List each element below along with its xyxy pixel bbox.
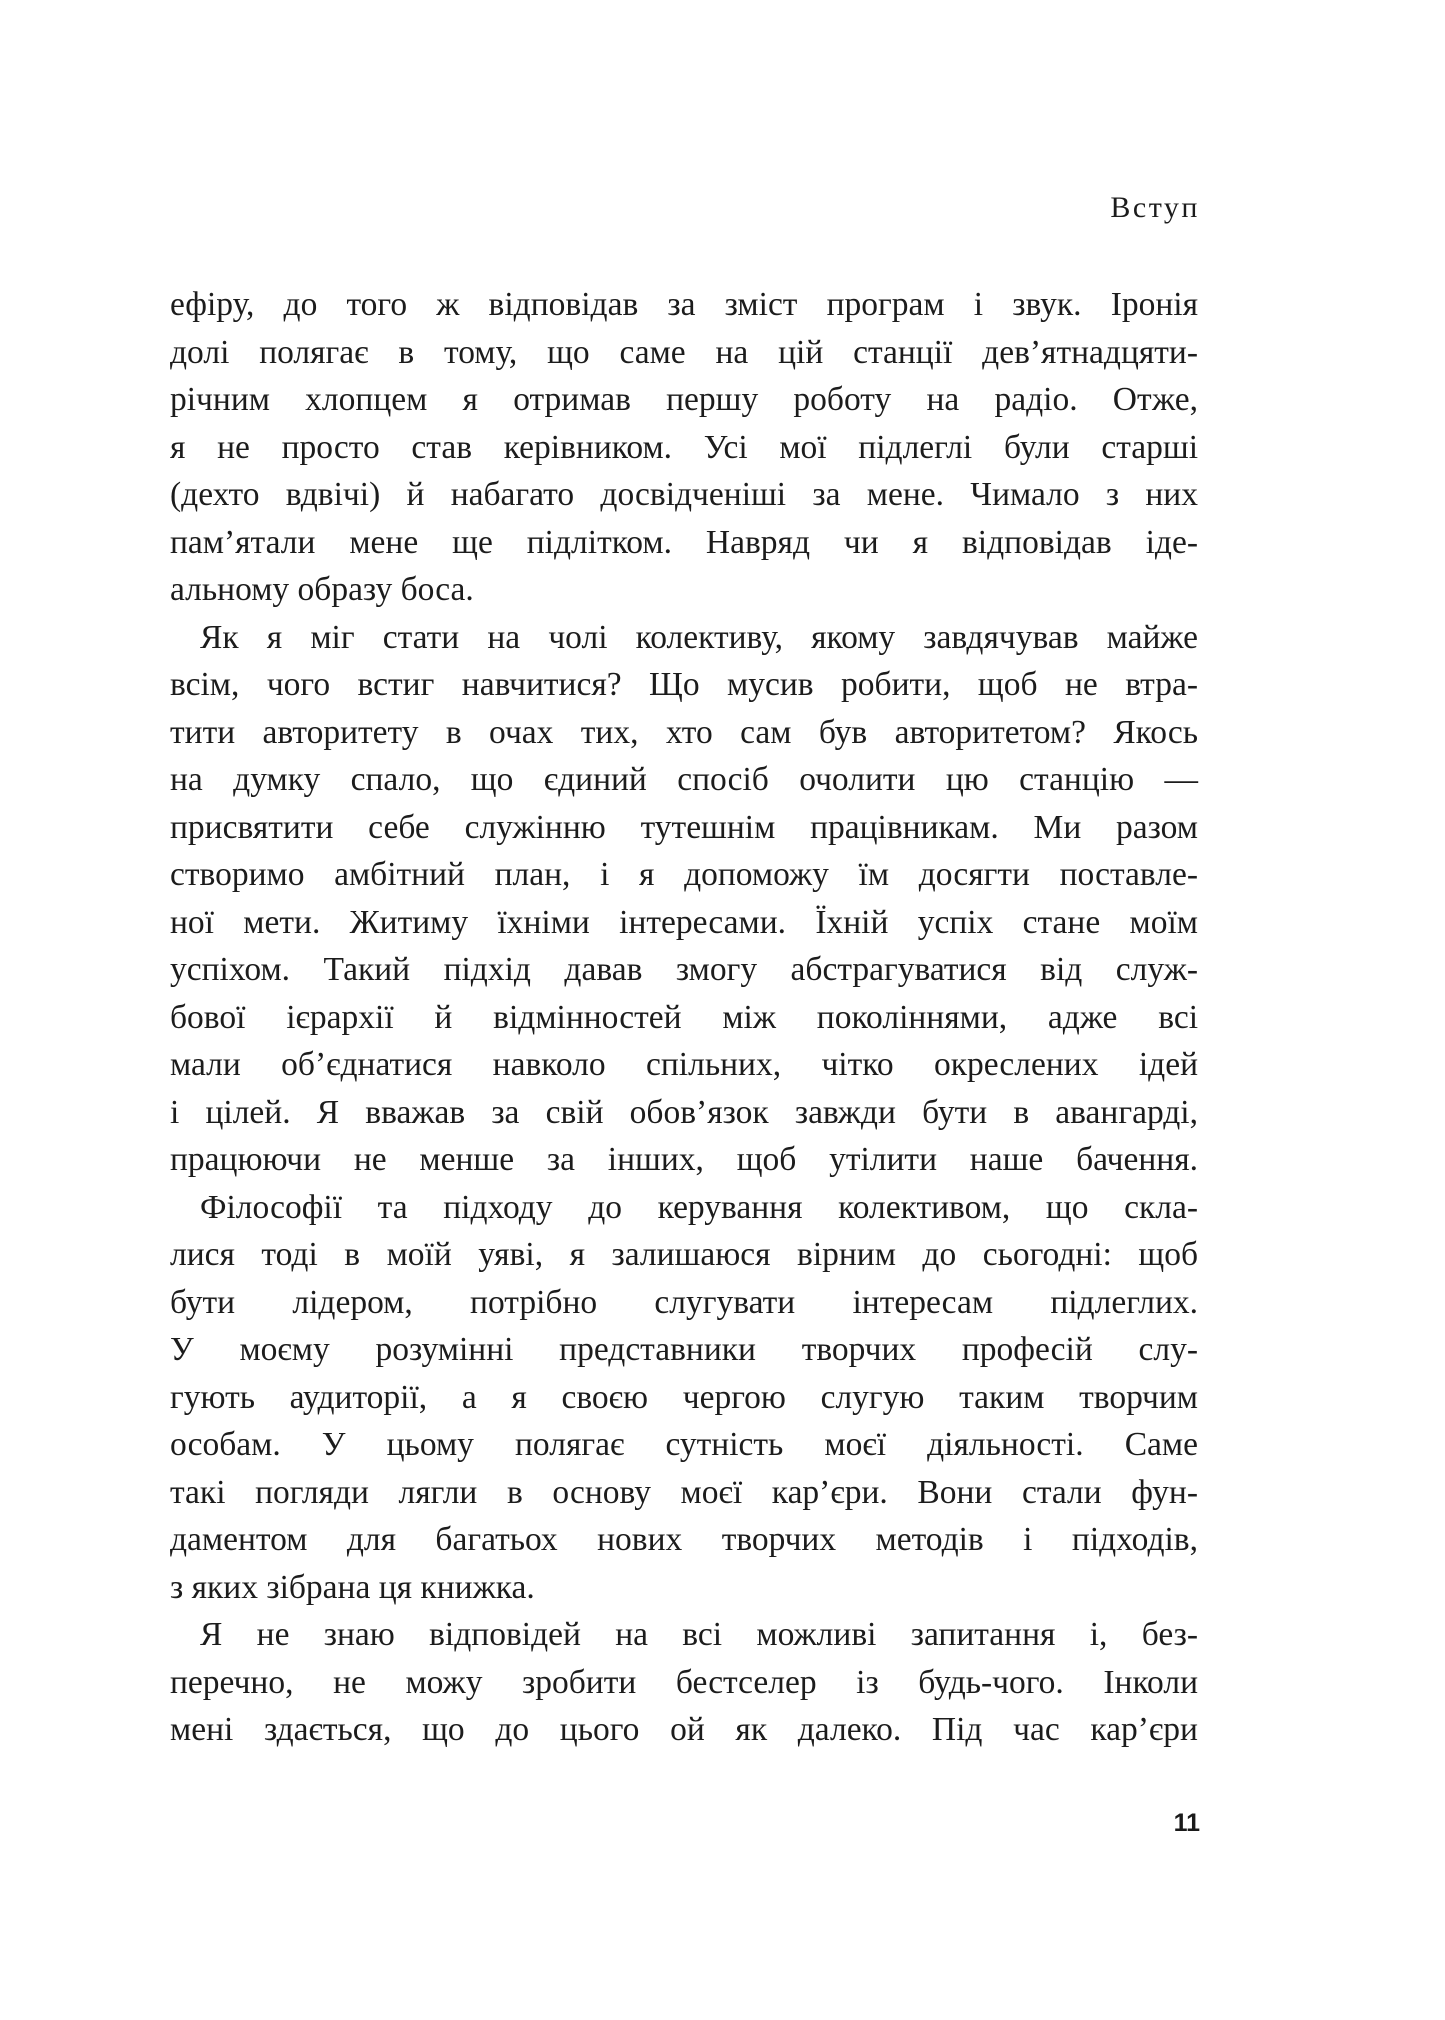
text-line: з яких зібрана ця книжка. <box>170 1568 535 1606</box>
text-line: всім, чого встиг навчитися? Що мусив робити, щоб не втра- <box>170 666 1198 703</box>
text-line: на думку спало, що єдиний спосіб очолити цю станцію — <box>170 761 1198 798</box>
text-line: річним хлопцем я отримав першу роботу на радіо. Отже, <box>170 381 1198 418</box>
text-line: перечно, не можу зробити бестселер із будь-чого. Інколи <box>170 1663 1198 1701</box>
text-line: Я не знаю відповідей на всі можливі запитання і, без- <box>200 1616 1198 1653</box>
text-line: лися тоді в моїй уяві, я залишаюся вірним до сьогодні: щоб <box>170 1236 1198 1273</box>
text-line: У моєму розумінні представники творчих професій слу- <box>170 1331 1198 1368</box>
text-line: гують аудиторії, а я своєю чергою слугую таким творчим <box>170 1378 1198 1416</box>
text-line: ної мети. Житиму їхніми інтересами. Їхній успіх стане моїм <box>170 903 1198 941</box>
text-line: мені здається, що до цього ой як далеко. Під час кар’єри <box>170 1711 1198 1748</box>
text-line: працюючи не менше за інших, щоб утілити наше бачення. <box>170 1141 1198 1178</box>
text-line: бути лідером, потрібно слугувати інтересам підлеглих. <box>170 1283 1198 1321</box>
running-head: Вступ <box>1110 191 1200 224</box>
text-line: ефіру, до того ж відповідав за зміст програм і звук. Іронія <box>170 286 1198 323</box>
text-line: мали об’єднатися навколо спільних, чітко окреслених ідей <box>170 1046 1198 1083</box>
text-line: пам’ятали мене ще підлітком. Навряд чи я відповідав іде- <box>170 523 1198 561</box>
text-line: (дехто вдвічі) й набагато досвідченіші за мене. Чимало з них <box>170 476 1198 513</box>
text-line: даментом для багатьох нових творчих методів і підходів, <box>170 1521 1198 1558</box>
text-line: і цілей. Я вважав за свій обов’язок завжди бути в авангарді, <box>170 1093 1198 1131</box>
text-line: я не просто став керівником. Усі мої підлеглі були старші <box>170 428 1198 466</box>
body-text <box>170 281 1198 1754</box>
text-line: створимо амбітний план, і я допоможу їм досягти поставле- <box>170 856 1198 893</box>
text-line: бової ієрархії й відмінностей між поколіннями, адже всі <box>170 998 1198 1036</box>
text-line: успіхом. Такий підхід давав змогу абстрагуватися від служ- <box>170 951 1198 988</box>
text-line: присвятити себе служінню тутешнім працівникам. Ми разом <box>170 808 1198 846</box>
text-line: альному образу боса. <box>170 571 474 608</box>
text-line: Як я міг стати на чолі колективу, якому завдячував майже <box>200 618 1198 656</box>
text-line: особам. У цьому полягає сутність моєї діяльності. Саме <box>170 1426 1198 1463</box>
text-line: такі погляди лягли в основу моєї кар’єри. Вони стали фун- <box>170 1473 1198 1511</box>
text-line: долі полягає в тому, що саме на цій станції дев’ятнадцяти- <box>170 333 1198 371</box>
page-number: 11 <box>1173 1809 1200 1837</box>
text-line: Філософії та підходу до керування колективом, що скла- <box>200 1188 1198 1226</box>
text-line: тити авторитету в очах тих, хто сам був авторитетом? Якось <box>170 713 1198 751</box>
